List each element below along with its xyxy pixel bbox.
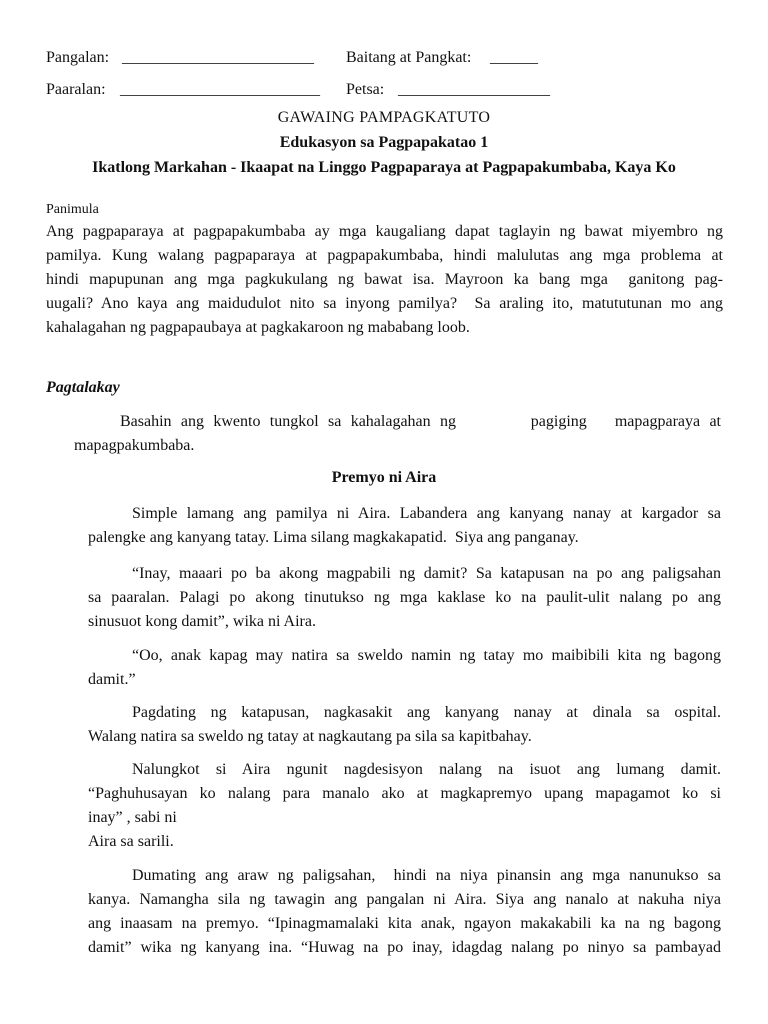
story-line: Walang natira sa sweldo ng tatay at nagkautang pa sila sa kapitbahay.: [88, 728, 532, 745]
story-paragraph-2: [88, 562, 721, 634]
story-line: sa paaralan. Palagi po akong tinutukso ng mga kaklase ko na paulit-ulit nalang po ang: [88, 589, 721, 606]
story-line: damit.”: [88, 671, 136, 688]
story-line: “Paghuhusayan ko nalang para manalo ako at magkapremyo upang mapagamot ko si: [88, 785, 721, 802]
panimula-line: Ang pagpaparaya at pagpapakumbaba ay mga kaugaliang dapat taglayin ng bawat miyembro ng: [46, 223, 723, 240]
grade-blank: ______: [490, 49, 538, 66]
pagtalakay-heading: Pagtalakay: [46, 379, 120, 396]
story-line: Simple lamang ang pamilya ni Aira. Labandera ang kanyang nanay at kargador sa: [132, 505, 721, 522]
story-line: inay” , sabi ni: [88, 809, 177, 826]
story-line: “Inay, maaari po ba akong magpabili ng damit? Sa katapusan na po ang paligsahan: [132, 565, 721, 582]
panimula-label: Panimula: [46, 202, 99, 217]
school-blank: _________________________: [120, 81, 320, 98]
story-line: Pagdating ng katapusan, nagkasakit ang kanyang nanay at dinala sa ospital.: [132, 704, 721, 721]
date-blank: ___________________: [398, 81, 550, 98]
story-line: sinusuot kong damit”, wika ni Aira.: [88, 613, 316, 630]
story-paragraph-5: [88, 758, 721, 854]
story-line: ang inaasam na premyo. “Ipinagmamalaki kita anak, ngayon makakabili ka na ng bagong: [88, 915, 721, 932]
story-line: palengke ang kanyang tatay. Lima silang magkakapatid. Siya ang panganay.: [88, 529, 579, 546]
header-row-1: [46, 46, 728, 70]
story-paragraph-4: [88, 701, 721, 749]
quarter-title: Ikatlong Markahan - Ikaapat na Linggo Pagpaparaya at Pagpapakumbaba, Kaya Ko: [92, 159, 676, 176]
panimula-line: kahalagahan ng pagpapaubaya at pagkakaroon ng mababang loob.: [46, 319, 470, 336]
instruction-line: Basahin ang kwento tungkol sa kahalagahan ng pagiging mapagparaya at: [120, 413, 721, 430]
panimula-paragraph: [46, 220, 723, 340]
story-paragraph-6: [88, 864, 721, 960]
story-line: damit” wika ng kanyang ina. “Huwag na po inay, idagdag nalang po ninyo sa pambayad: [88, 939, 721, 956]
pagtalakay-instruction: [74, 410, 721, 458]
story-line: Dumating ang araw ng paligsahan, hindi na niya pinansin ang mga nanunukso sa: [132, 867, 721, 884]
story-line: “Oo, anak kapag may natira sa sweldo namin ng tatay mo maibibili kita ng bagong: [132, 647, 721, 664]
story-paragraph-1: [88, 502, 721, 550]
panimula-line: pamilya. Kung walang pagpaparaya at pagpapakumbaba, hindi malulutas ang mga problema at: [46, 247, 723, 264]
name-label: Pangalan:: [46, 49, 110, 66]
panimula-line: uugali? Ano kaya ang maidudulot nito sa inyong pamilya? Sa araling ito, matututunan mo ang: [46, 295, 723, 312]
story-line: kanya. Namangha sila ng tawagin ang pangalan ni Aira. Siya ang nanalo at nakuha niya: [88, 891, 721, 908]
story-line: Aira sa sarili.: [88, 833, 174, 850]
date-label: Petsa:: [346, 81, 385, 98]
subject-title: Edukasyon sa Pagpapakatao 1: [279, 134, 489, 151]
name-blank: ________________________: [122, 49, 314, 66]
worksheet-title: GAWAING PAMPAGKATUTO: [277, 109, 491, 126]
story-line: Nalungkot si Aira ngunit nagdesisyon nalang na isuot ang lumang damit.: [132, 761, 721, 778]
story-paragraph-3: [88, 644, 721, 692]
header-row-2: [46, 78, 728, 102]
grade-label: Baitang at Pangkat:: [346, 49, 472, 66]
panimula-line: hindi mapupunan ang mga pagkukulang ng bawat isa. Mayroon ka bang mga ganitong pag-: [46, 271, 723, 288]
story-title: Premyo ni Aira: [331, 469, 437, 486]
instruction-line: mapagpakumbaba.: [74, 437, 195, 454]
school-label: Paaralan:: [46, 81, 106, 98]
